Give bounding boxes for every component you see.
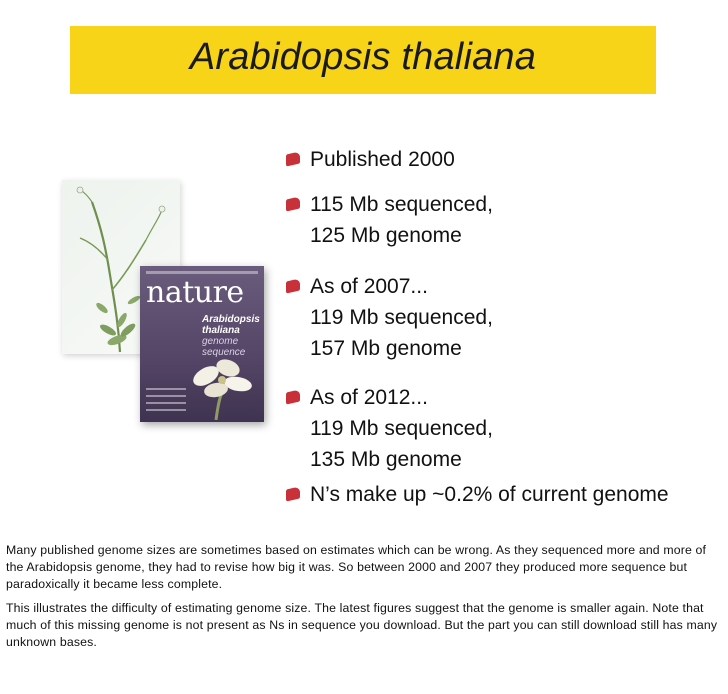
bullet-text: As of 2007... [310,275,428,298]
bullet-marker-icon [286,390,300,405]
magazine-headline-line-3: genome [202,336,239,347]
magazine-top-rule [146,271,258,274]
slide-title: Arabidopsis thaliana [189,36,537,78]
magazine-masthead: nature [146,275,244,310]
notes-paragraph-1: Many published genome sizes are sometimes based on estimates which can be wrong. As they sequenced more and more of the Arabidopsis genome, they had to revise how big it was. So between 2000 and 2007 they produced more sequence but paradoxically it became less complete. [6,543,707,591]
magazine-headline-line-4: sequence [202,347,246,358]
bullet-text: As of 2012... [310,386,428,409]
bullet-item [286,189,726,251]
bullet-text: 125 Mb genome [310,224,462,247]
bullet-text: 119 Mb sequenced, [310,417,493,440]
flower-illustration [186,350,260,420]
magazine-headline-line-2: thaliana [202,325,240,336]
bullet-item [286,479,726,510]
bullet-marker-icon [286,197,300,212]
magazine-side-text [146,388,186,416]
bullet-text: 119 Mb sequenced, [310,306,493,329]
bullet-text: N’s make up ~0.2% of current genome [310,483,669,506]
bullet-item [286,382,726,475]
bullet-text: Published 2000 [310,148,455,171]
bullet-item [286,144,726,175]
notes-paragraph-2: This illustrates the difficulty of estimating genome size. The latest figures suggest that the genome is smaller again. Note that much of this missing genome is not present as Ns in sequence you download. But the part you can still download still has many unknown bases. [6,601,718,649]
nature-magazine-cover [140,266,264,422]
bullet-marker-icon [286,487,300,502]
bullet-marker-icon [286,152,300,167]
magazine-headline-line-1: Arabidopsis [202,314,260,325]
bullet-list [286,144,726,510]
bullet-text: 157 Mb genome [310,337,462,360]
bullet-item [286,271,726,364]
title-banner [70,26,656,94]
speaker-notes [6,542,722,658]
bullet-text: 115 Mb sequenced, [310,193,493,216]
bullet-marker-icon [286,279,300,294]
bullet-text: 135 Mb genome [310,448,462,471]
